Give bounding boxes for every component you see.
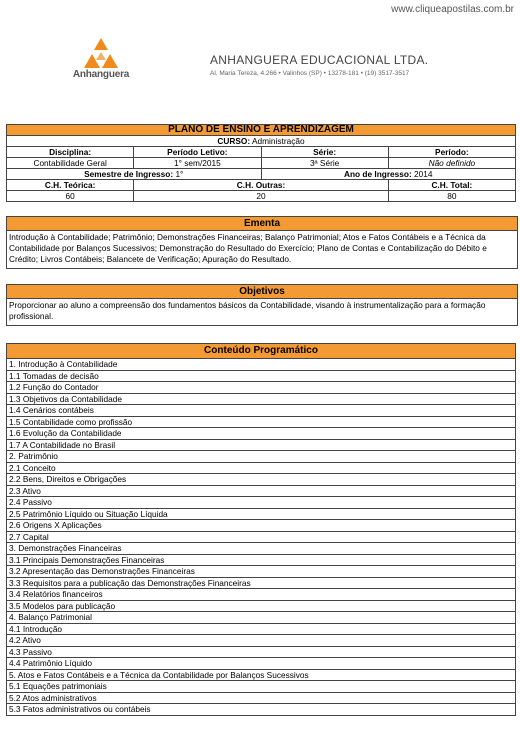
conteudo-item: 1.5 Contabilidade como profissão — [6, 417, 516, 429]
objetivos-text: Proporcionar ao aluno a compreensão dos fundamentos básicos da Contabilidade, visando à instrumentalização para a formação profissional. — [9, 300, 486, 321]
serie-label: Série: — [261, 147, 388, 158]
periodo-label: Período: — [388, 147, 515, 158]
conteudo-item: 1.1 Tomadas de decisão — [6, 371, 516, 383]
conteudo-item: 3.2 Apresentação das Demonstrações Financeiras — [6, 566, 516, 578]
curso-row — [7, 136, 516, 147]
conteudo-item: 3.3 Requisitos para a publicação das Demonstrações Financeiras — [6, 578, 516, 590]
logo-text: Anhanguera — [72, 69, 130, 80]
ano-cell — [261, 169, 516, 180]
conteudo-item: 3. Demonstrações Financeiras — [6, 543, 516, 555]
conteudo-item: 2.2 Bens, Direitos e Obrigações — [6, 474, 516, 486]
conteudo-item: 1.2 Função do Contador — [6, 382, 516, 394]
conteudo-item: 2. Patrimônio — [6, 451, 516, 463]
conteudo-item: 4.1 Introdução — [6, 624, 516, 636]
anhanguera-logo — [66, 36, 136, 86]
conteudo-item: 5.1 Equações patrimoniais — [6, 681, 516, 693]
conteudo-item: 4.4 Patrimônio Líquido — [6, 658, 516, 670]
logo-mark-icon — [66, 36, 136, 70]
conteudo-item: 4.2 Ativo — [6, 635, 516, 647]
conteudo-title: Conteúdo Programático — [6, 343, 516, 359]
conteudo-item: 2.7 Capital — [6, 532, 516, 544]
ch-total-value: 80 — [388, 191, 515, 202]
ano-value: 2014 — [414, 169, 433, 179]
conteudo-section — [6, 343, 516, 716]
conteudo-item: 2.3 Ativo — [6, 486, 516, 498]
conteudo-item: 5.3 Fatos administrativos ou contábeis — [6, 704, 516, 716]
ementa-text: Introdução à Contabilidade; Patrimônio; Demonstrações Financeiras; Balanço Patrimonial; Atos e Fatos Contábeis e a Técnica da Contabilidade por Balanços Sucessivos; Demonstração do Resultado do Exercício; Plano de Contas e Contabilização do Débito e Crédito; Livros Contábeis; Balancete de Verificação; Apuração do Resultado. — [9, 232, 487, 264]
conteudo-item: 2.5 Patrimônio Líquido ou Situação Líquida — [6, 509, 516, 521]
conteudo-item: 2.4 Passivo — [6, 497, 516, 509]
curso-label: CURSO: — [217, 136, 251, 146]
document-header — [0, 30, 520, 90]
objetivos-title: Objetivos — [7, 285, 517, 299]
ch-outras-label: C.H. Outras: — [134, 180, 389, 191]
conteudo-item: 1.4 Cenários contábeis — [6, 405, 516, 417]
conteudo-item: 2.1 Conceito — [6, 463, 516, 475]
plan-title: PLANO DE ENSINO E APRENDIZAGEM — [7, 125, 516, 136]
conteudo-item: 4. Balanço Patrimonial — [6, 612, 516, 624]
company-name: ANHANGUERA EDUCACIONAL LTDA. — [210, 53, 429, 67]
periodo-value: Não definido — [388, 158, 515, 169]
disciplina-value: Contabilidade Geral — [7, 158, 134, 169]
conteudo-item: 1. Introdução à Contabilidade — [6, 359, 516, 371]
ch-teorica-value: 60 — [7, 191, 134, 202]
periodo-letivo-value: 1° sem/2015 — [134, 158, 261, 169]
conteudo-item: 4.3 Passivo — [6, 647, 516, 659]
conteudo-item: 3.5 Modelos para publicação — [6, 601, 516, 613]
periodo-letivo-label: Período Letivo: — [134, 147, 261, 158]
plan-info-table — [6, 124, 516, 202]
conteudo-item: 3.1 Principais Demonstrações Financeiras — [6, 555, 516, 567]
ementa-section — [6, 216, 518, 269]
ch-total-label: C.H. Total: — [388, 180, 515, 191]
conteudo-item: 3.4 Relatórios financeiros — [6, 589, 516, 601]
conteudo-item: 2.6 Origens X Aplicações — [6, 520, 516, 532]
curso-value: Administração — [252, 136, 305, 146]
ano-label: Ano de Ingresso: — [343, 169, 412, 179]
watermark-url: www.cliqueapostilas.com.br — [391, 4, 514, 15]
serie-value: 3ª Série — [261, 158, 388, 169]
conteudo-list — [6, 359, 516, 716]
conteudo-item: 1.3 Objetivos da Contabilidade — [6, 394, 516, 406]
conteudo-item: 1.6 Evolução da Contabilidade — [6, 428, 516, 440]
semestre-value: 1° — [175, 169, 184, 179]
conteudo-item: 5. Atos e Fatos Contábeis e a Técnica da Contabilidade por Balanços Sucessivos — [6, 670, 516, 682]
conteudo-item: 5.2 Atos administrativos — [6, 693, 516, 705]
conteudo-item: 1.7 A Contabilidade no Brasil — [6, 440, 516, 452]
objetivos-section — [6, 284, 518, 326]
semestre-label: Semestre de Ingresso: — [84, 169, 174, 179]
company-address: Al. Maria Tereza, 4.266 • Valinhos (SP) • 13278-181 • (19) 3517-3517 — [210, 70, 410, 77]
ch-outras-value: 20 — [134, 191, 389, 202]
disciplina-label: Disciplina: — [7, 147, 134, 158]
semestre-cell — [7, 169, 262, 180]
ementa-title: Ementa — [7, 217, 517, 231]
ch-teorica-label: C.H. Teórica: — [7, 180, 134, 191]
